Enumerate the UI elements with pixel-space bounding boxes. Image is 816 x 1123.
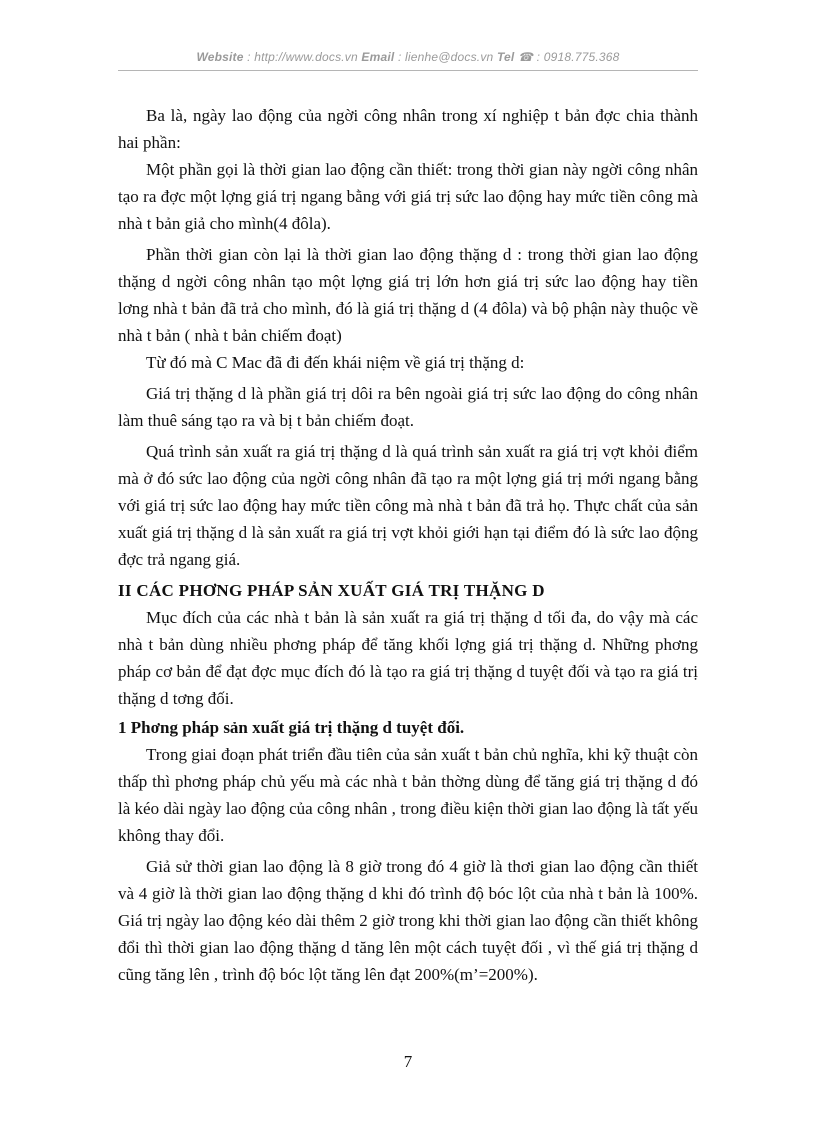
page-number: 7 xyxy=(403,1052,413,1071)
paragraph-6: Quá trình sản xuất ra giá trị thặng d là quá trình sản xuất ra giá trị vợt khỏi điểm mà ở đó sức lao động của ngời công nhân đã tạo ra một lợng giá trị mới ngang bằng với giá trị sức lao động hay mức tiền công mà nhà t bản đã trả họ. Thực chất của sản xuất giá trị thặng d là sản xuất ra giá trị vợt khỏi giới hạn tại điểm đó là sức lao động đợc trả ngang giá. xyxy=(118,442,698,569)
email-value: : lienhe@docs.vn xyxy=(394,50,497,64)
paragraph-2: Một phần gọi là thời gian lao động cần thiết: trong thời gian này ngời công nhân tạo ra đợc một lợng giá trị ngang bằng với giá trị sức lao động hay mức tiền công mà nhà t bản giả cho mình(4 đôla). xyxy=(118,160,698,233)
paragraph-8: Trong giai đoạn phát triển đầu tiên của sản xuất t bản chủ nghĩa, khi kỹ thuật còn thấp thì phơng pháp chủ yếu mà các nhà t bản thờng dùng để tăng giá trị thặng d đó là kéo dài ngày lao động của công nhân , trong điều kiện thời gian lao động là tất yếu không thay đổi. xyxy=(118,745,698,845)
tel-value: ☎ : 0918.775.368 xyxy=(514,50,620,64)
subsection-heading-1: 1 Phơng pháp sản xuất giá trị thặng d tuyệt đối. xyxy=(118,718,465,737)
paragraph-9: Giả sử thời gian lao động là 8 giờ trong đó 4 giờ là thơi gian lao động cần thiết và 4 giờ là thời gian lao động thặng d khi đó trình độ bóc lột của nhà t bản là 100%. Giá trị ngày lao động kéo dài thêm 2 giờ trong khi thời gian lao động cần thiết không đổi thì thời gian lao động thặng d tăng lên một cách tuyệt đối , vì thế giá trị thặng d cũng tăng lên , trình độ bóc lột tăng lên đạt 200%(m’=200%). xyxy=(118,857,698,984)
paragraph-7: Mục đích của các nhà t bản là sản xuất ra giá trị thặng d tối đa, do vậy mà các nhà t bản dùng nhiều phơng pháp để tăng khối lợng giá trị thặng d. Những phơng pháp cơ bản để đạt đợc mục đích đó là tạo ra giá trị thặng d tuyệt đối và tạo ra giá trị thặng d tơng đối. xyxy=(118,608,698,708)
website-value: : http://www.docs.vn xyxy=(243,50,362,64)
paragraph-5: Giá trị thặng d là phần giá trị dôi ra bên ngoài giá trị sức lao động do công nhân làm thuê sáng tạo ra và bị t bản chiếm đoạt. xyxy=(118,384,698,430)
page-header xyxy=(118,50,698,64)
website-label: Website xyxy=(196,50,244,64)
paragraph-3: Phần thời gian còn lại là thời gian lao động thặng d : trong thời gian lao động thặng d ngời công nhân tạo một lợng giá trị lớn hơn giá trị sức lao động hay tiền lơng nhà t bản đã trả cho mình, đó là giá trị thặng d (4 đôla) và bộ phận này thuộc về nhà t bản ( nhà t bản chiếm đoạt) xyxy=(118,245,698,345)
document-body xyxy=(118,102,698,988)
header-divider xyxy=(118,70,698,71)
tel-label: Tel xyxy=(496,50,515,64)
email-label: Email xyxy=(361,50,395,64)
section-heading-ii: II CÁC PHƠNG PHÁP SẢN XUẤT GIÁ TRỊ THẶNG D xyxy=(118,581,545,600)
paragraph-1: Ba là, ngày lao động của ngời công nhân trong xí nghiệp t bản đợc chia thành hai phần: xyxy=(118,106,698,152)
paragraph-4: Từ đó mà C Mac đã đi đến khái niệm về giá trị thặng d: xyxy=(146,353,525,372)
